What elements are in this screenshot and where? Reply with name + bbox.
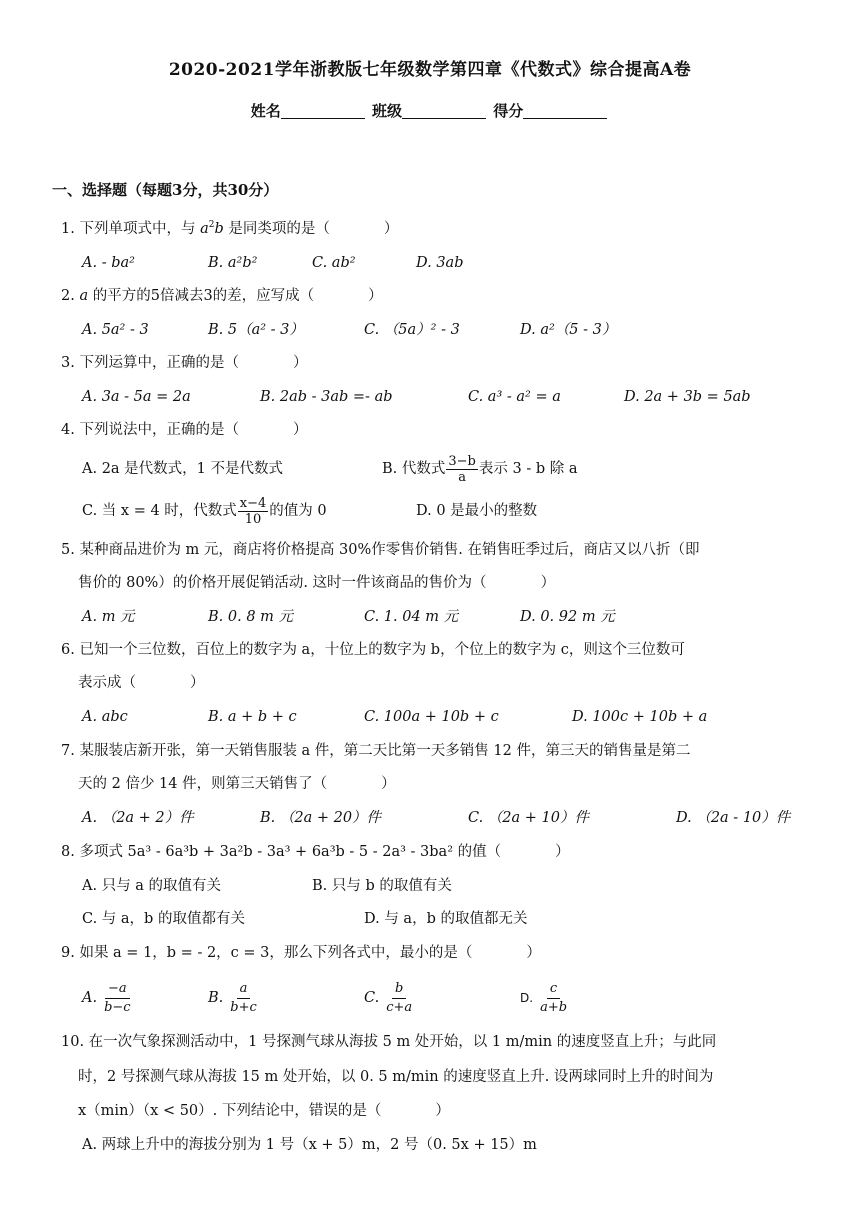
page-title: 2020-2021学年浙教版七年级数学第四章《代数式》综合提高A卷 xyxy=(168,60,692,80)
q5-option-b: B. 0. 8 m 元 xyxy=(208,609,294,625)
q9-option-c: C. $\frac{b}{c+a}$ xyxy=(364,978,415,1018)
q8-option-d: D. 与 a，b 的取值都无关 xyxy=(364,911,528,927)
q6-option-a: A. abc xyxy=(82,709,128,725)
question-7-line-1: 7. 某服装店新开张，第一天销售服装 a 件，第二天比第一天多销售 12 件，第三天的销售量是第二 xyxy=(61,743,691,759)
question-6-line-1: 6. 已知一个三位数，百位上的数字为 a，十位上的数字为 b，个位上的数字为 c，则这个三位数可 xyxy=(61,642,685,658)
class-label: 班级 xyxy=(371,102,402,120)
question-3: 3. 下列运算中，正确的是（ ） xyxy=(61,355,308,371)
question-10-line-3: x（min）（x < 50）. 下列结论中，错误的是（ ） xyxy=(78,1103,450,1119)
q10-option-a: A. 两球上升中的海拔分别为 1 号（x + 5）m，2 号（0. 5x + 15）m xyxy=(82,1137,537,1153)
q5-option-c: C. 1. 04 m 元 xyxy=(364,609,459,625)
q9-option-a: A. $\frac{-a}{b-c}$ xyxy=(82,978,134,1018)
q6-option-c: C. 100a + 10b + c xyxy=(364,709,499,725)
q7-option-c: C. （2a + 10）件 xyxy=(468,810,589,826)
question-10-line-1: 10. 在一次气象探测活动中，1 号探测气球从海拔 5 m 处开始，以 1 m/min 的速度竖直上升；与此同 xyxy=(61,1034,717,1050)
q4-option-c: C. 当 x = 4 时，代数式 $\frac{x-4}{10}$ 的值为 0 xyxy=(82,495,327,527)
question-8: 8. 多项式 5a³ - 6a³b + 3a²b - 3a³ + 6a³b - 5 - 2a³ - 3ba² 的值（ ） xyxy=(61,844,570,860)
q4-option-a: A. 2a 是代数式，1 不是代数式 xyxy=(82,461,284,477)
question-5-line-1: 5. 某种商品进价为 m 元，商店将价格提高 30%作零售价销售. 在销售旺季过后，商店又以八折（即 xyxy=(61,542,700,558)
q6-option-d: D. 100c + 10b + a xyxy=(572,709,708,725)
q1-option-c: C. ab² xyxy=(312,255,356,271)
q3-option-d: D. 2a + 3b = 5ab xyxy=(624,389,751,405)
q7-option-b: B. （2a + 20）件 xyxy=(260,810,382,826)
question-1: 1. 下列单项式中，与 $a^2b$ 是同类项的是（ ） xyxy=(61,220,399,237)
score-blank xyxy=(523,103,607,119)
q8-option-b: B. 只与 b 的取值有关 xyxy=(312,878,452,894)
q2-option-c: C. （5a）² - 3 xyxy=(364,322,460,338)
q4-c-fraction: $\frac{x-4}{10}$ xyxy=(239,495,267,527)
q9-c-fraction: $\frac{b}{c+a}$ xyxy=(386,980,413,1015)
q7-option-a: A. （2a + 2）件 xyxy=(82,810,194,826)
q9-d-fraction: $\frac{c}{a+b}$ xyxy=(540,980,568,1015)
q5-option-a: A. m 元 xyxy=(82,609,135,625)
q9-option-d: D. $\frac{c}{a+b}$ xyxy=(520,978,570,1018)
question-5-line-2: 售价的 80%）的价格开展促销活动. 这时一件该商品的售价为（ ） xyxy=(78,575,556,591)
q4-option-b: B. 代数式 $\frac{3-b}{a}$ 表示 3 - b 除 a xyxy=(382,453,578,485)
question-9: 9. 如果 a = 1，b = - 2，c = 3，那么下列各式中，最小的是（ ） xyxy=(61,945,541,961)
q4-option-d: D. 0 是最小的整数 xyxy=(416,503,538,519)
question-6-line-2: 表示成（ ） xyxy=(78,675,205,691)
name-label: 姓名 xyxy=(250,102,281,120)
name-blank xyxy=(281,103,365,119)
q5-option-d: D. 0. 92 m 元 xyxy=(520,609,615,625)
section-heading: 一、选择题（每题3分，共30分） xyxy=(52,181,279,199)
q1-option-b: B. a²b² xyxy=(208,255,258,271)
q1-option-a: A. - ba² xyxy=(82,255,135,271)
q9-b-fraction: $\frac{a}{b+c}$ xyxy=(230,980,257,1015)
q8-option-a: A. 只与 a 的取值有关 xyxy=(82,878,222,894)
question-7-line-2: 天的 2 倍少 14 件，则第三天销售了（ ） xyxy=(78,776,396,792)
q3-option-b: B. 2ab - 3ab =- ab xyxy=(260,389,393,405)
q2-option-d: D. a²（5 - 3） xyxy=(520,322,617,338)
q8-option-c: C. 与 a，b 的取值都有关 xyxy=(82,911,245,927)
q6-option-b: B. a + b + c xyxy=(208,709,297,725)
q9-option-b: B. $\frac{a}{b+c}$ xyxy=(208,978,260,1018)
question-4: 4. 下列说法中，正确的是（ ） xyxy=(61,422,308,438)
q3-option-a: A. 3a - 5a = 2a xyxy=(82,389,191,405)
q3-option-c: C. a³ - a² = a xyxy=(468,389,561,405)
q1-option-d: D. 3ab xyxy=(416,255,464,271)
q2-option-a: A. 5a² - 3 xyxy=(82,322,149,338)
q2-option-b: B. 5（a² - 3） xyxy=(208,322,304,338)
question-10-line-2: 时，2 号探测气球从海拔 15 m 处开始，以 0. 5 m/min 的速度竖直上升. 设两球同时上升的时间为 xyxy=(78,1069,714,1085)
question-2: 2. a 的平方的5倍减去3的差，应写成（ ） xyxy=(61,288,383,304)
class-blank xyxy=(402,103,486,119)
score-label: 得分 xyxy=(493,102,524,120)
q7-option-d: D. （2a - 10）件 xyxy=(676,810,791,826)
q9-a-fraction: $\frac{-a}{b-c}$ xyxy=(104,980,131,1015)
q4-b-fraction: $\frac{3-b}{a}$ xyxy=(448,453,476,485)
student-info-row xyxy=(0,100,860,121)
